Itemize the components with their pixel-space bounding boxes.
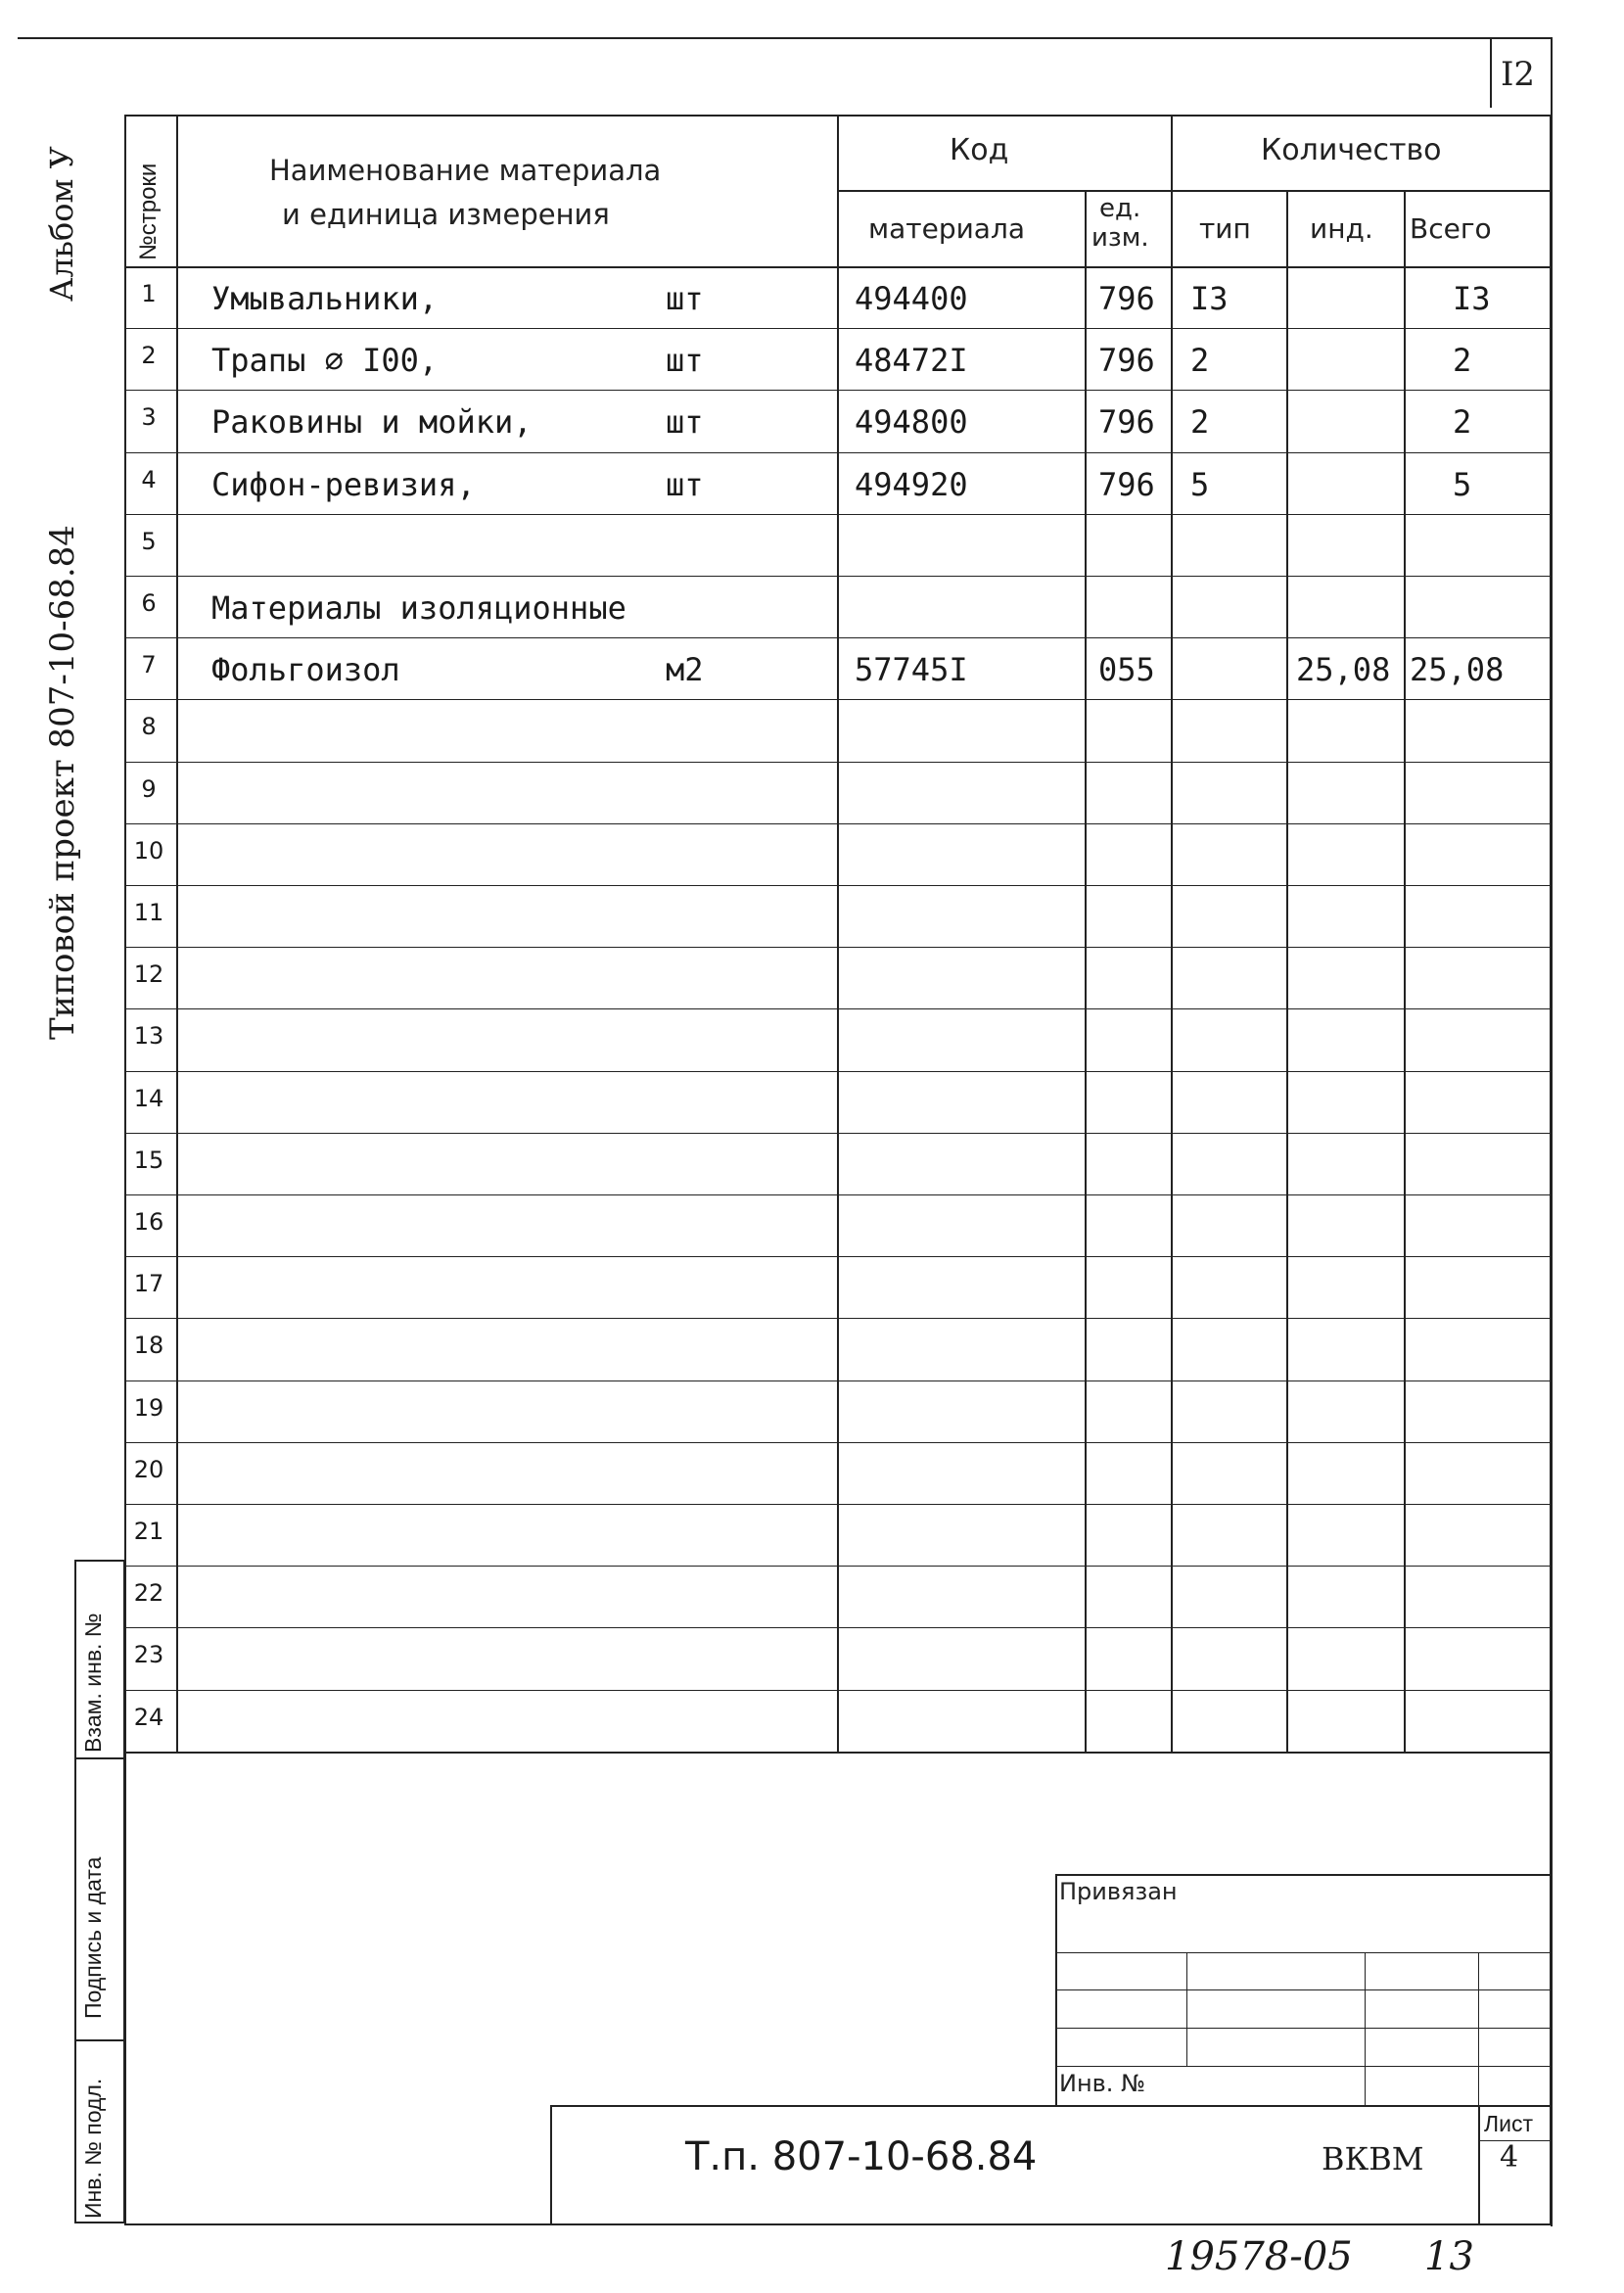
row-number: 19: [133, 1393, 164, 1422]
vzam-inv-label: Взам. инв. №: [80, 1613, 106, 1753]
row-number: 23: [133, 1641, 164, 1669]
unit-code: 796: [1098, 342, 1155, 380]
designation-text: Т.п. 807-10-68.84: [685, 2134, 1038, 2179]
row-number: 15: [133, 1146, 164, 1174]
qty-type: 2: [1190, 403, 1210, 442]
table-bottom-line: [124, 1752, 1552, 1754]
name-header-line1: Наименование материала: [269, 154, 662, 187]
row-number: 7: [141, 651, 157, 679]
row-no-col-line: [176, 115, 178, 1752]
row-line: [124, 1627, 1552, 1628]
row-number-header: №строки: [135, 163, 162, 260]
row-line: [124, 452, 1552, 453]
sheet-number: I2: [1501, 55, 1536, 94]
qty-type: 2: [1190, 342, 1210, 380]
qty-type: 5: [1190, 465, 1210, 503]
qty-ind: 25,08: [1296, 651, 1391, 689]
material-name: Сифон-ревизия,: [211, 465, 476, 503]
row-line: [124, 514, 1552, 515]
unit-code: 796: [1098, 280, 1155, 317]
album-label: Альбом У: [43, 146, 80, 302]
inv-no-label: Инв. №: [1059, 2070, 1146, 2097]
podpis-data-label: Подпись и дата: [80, 1856, 106, 2019]
row-line: [124, 390, 1552, 391]
qty-ind-header: инд.: [1310, 212, 1373, 245]
material-name: Фольгоизол: [211, 651, 400, 689]
row-number: 6: [141, 589, 157, 617]
row-line: [124, 1318, 1552, 1319]
qty-col-line: [1171, 115, 1173, 1752]
header-bottom-line: [124, 266, 1552, 268]
top-border: [18, 37, 1552, 39]
archive-number: 19578-05: [1165, 2234, 1353, 2279]
row-number: 13: [133, 1022, 164, 1051]
row-line: [124, 1008, 1552, 1009]
qty-total: 2: [1453, 403, 1472, 442]
tb-left-line: [1055, 1874, 1057, 2107]
row-number: 20: [133, 1455, 164, 1483]
code-col-line: [837, 115, 839, 1752]
row-line: [124, 823, 1552, 824]
ind-col-line: [1286, 190, 1288, 1752]
inv-podl-label: Инв. № подл.: [80, 2078, 106, 2219]
sheet-number-box-divider: [1490, 37, 1492, 108]
row-line: [124, 1256, 1552, 1257]
code-unit-header-l1: ед.: [1099, 194, 1141, 223]
material-unit: шт: [666, 403, 704, 442]
page-number: 13: [1424, 2234, 1474, 2279]
material-unit: шт: [666, 280, 704, 317]
qty-total: 2: [1453, 342, 1472, 380]
material-name: Материалы изоляционные: [211, 589, 626, 627]
name-header-line2: и единица измерения: [282, 198, 610, 231]
table-right-line: [1550, 115, 1552, 1752]
qty-type-header: тип: [1199, 212, 1251, 245]
row-number: 22: [133, 1579, 164, 1608]
tb-line-2: [1055, 1989, 1552, 1990]
row-number: 14: [133, 1084, 164, 1112]
qty-total: 25,08: [1410, 651, 1505, 689]
row-line: [124, 576, 1552, 577]
row-line: [124, 699, 1552, 700]
row-line: [124, 1194, 1552, 1195]
left-stamp-divider-1: [74, 1757, 125, 1759]
row-number: 24: [133, 1703, 164, 1731]
unit-code: 796: [1098, 403, 1155, 442]
designation-top-line: [550, 2105, 1552, 2107]
sheet-box-left: [1478, 2105, 1480, 2224]
tb-vline-1: [1186, 1952, 1187, 2066]
header-subline: [837, 190, 1552, 192]
row-line: [124, 947, 1552, 948]
row-line: [124, 1690, 1552, 1691]
tb-line-4: [1055, 2066, 1552, 2067]
row-line: [124, 637, 1552, 638]
code-header: Код: [950, 133, 1009, 167]
row-line: [124, 328, 1552, 329]
qty-type: I3: [1190, 280, 1229, 317]
material-unit: шт: [666, 342, 704, 380]
row-line: [124, 1380, 1552, 1381]
document-code: ВКВМ: [1322, 2140, 1424, 2177]
left-stamp-divider-2: [74, 2039, 125, 2041]
material-unit: шт: [666, 465, 704, 503]
row-line: [124, 1442, 1552, 1443]
material-name: Умывальники,: [211, 280, 439, 317]
material-name: Раковины и мойки,: [211, 403, 533, 442]
row-number: 21: [133, 1518, 164, 1545]
total-col-line: [1404, 190, 1406, 1752]
tb-top-line: [1055, 1874, 1552, 1876]
unit-code: 796: [1098, 465, 1155, 503]
material-name: Трапы ∅ I00,: [211, 342, 439, 380]
qty-total: I3: [1453, 280, 1491, 317]
tb-line-3: [1055, 2028, 1552, 2029]
unit-code: 055: [1098, 651, 1155, 689]
material-code: 494920: [855, 465, 968, 503]
sheet-value: 4: [1500, 2140, 1519, 2175]
row-line: [124, 762, 1552, 763]
row-line: [124, 1071, 1552, 1072]
row-number: 2: [141, 342, 157, 370]
unit-col-line: [1085, 190, 1087, 1752]
qty-total-header: Всего: [1410, 212, 1492, 245]
row-number: 10: [133, 836, 164, 865]
privyazan-label: Привязан: [1059, 1878, 1178, 1905]
row-number: 9: [141, 774, 157, 803]
material-unit: м2: [666, 651, 704, 689]
sheet-label: Лист: [1484, 2111, 1533, 2136]
project-label: Типовой проект 807-10-68.84: [43, 525, 82, 1040]
designation-left-line: [550, 2105, 552, 2224]
row-number: 8: [141, 713, 157, 741]
row-number: 4: [141, 465, 157, 493]
row-number: 1: [141, 280, 157, 307]
row-line: [124, 1566, 1552, 1567]
qty-total: 5: [1453, 465, 1472, 503]
code-unit-header-l2: изм.: [1091, 223, 1149, 253]
row-number: 17: [133, 1270, 164, 1298]
row-number: 16: [133, 1208, 164, 1236]
row-line: [124, 1504, 1552, 1505]
row-number: 3: [141, 403, 157, 432]
row-number: 11: [133, 899, 164, 926]
material-code: 48472I: [855, 342, 968, 380]
tb-vline-3: [1478, 1952, 1479, 2107]
material-code: 494400: [855, 280, 968, 317]
row-number: 18: [133, 1332, 164, 1360]
row-line: [124, 885, 1552, 886]
code-material-header: материала: [868, 212, 1026, 245]
tb-vline-2: [1365, 1952, 1366, 2107]
row-line: [124, 1133, 1552, 1134]
row-number: 12: [133, 960, 164, 989]
tb-line-1: [1055, 1952, 1552, 1953]
qty-header: Количество: [1261, 133, 1442, 167]
material-code: 57745I: [855, 651, 968, 689]
row-number: 5: [141, 527, 157, 555]
material-code: 494800: [855, 403, 968, 442]
